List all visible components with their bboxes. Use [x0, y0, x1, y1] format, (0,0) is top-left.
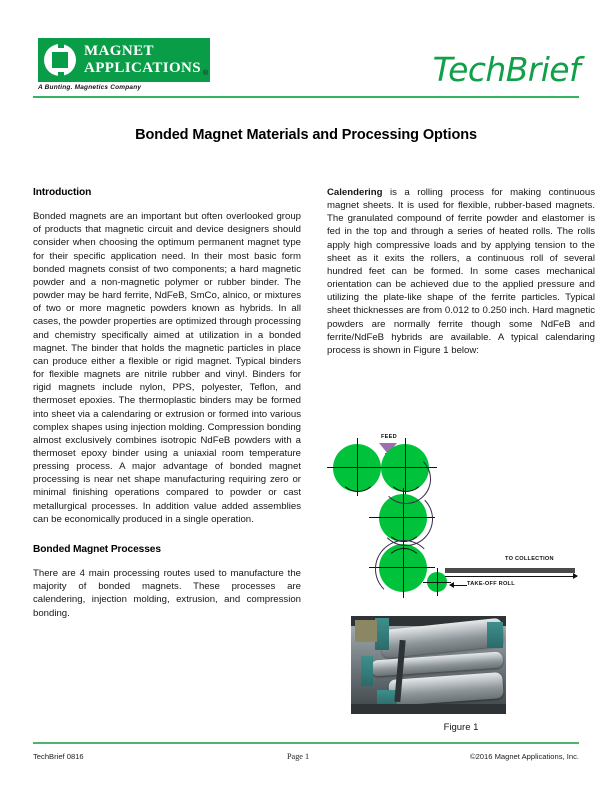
photo-frame-right	[487, 622, 503, 648]
logo-line-1: MAGNET	[84, 43, 154, 59]
paragraph-calendering	[327, 186, 595, 357]
page-header	[0, 0, 612, 104]
footer-copyright: ©2016 Magnet Applications, Inc.	[469, 752, 579, 761]
magnet-circle-icon	[42, 42, 78, 78]
photo-floor	[351, 704, 506, 714]
calendering-process-diagram	[327, 432, 595, 610]
take-off-axis-v	[437, 568, 438, 596]
lead-term-calendering: Calendering	[327, 187, 383, 198]
photo-housing	[355, 620, 377, 642]
footer-divider	[33, 742, 579, 744]
company-tagline: A Bunting. Magnetics Company	[38, 84, 142, 91]
roll-arc-1	[340, 460, 376, 492]
page-title: Bonded Magnet Materials and Processing Options	[135, 127, 477, 143]
collection-belt-line	[445, 576, 577, 577]
diagram-label-feed: FEED	[381, 434, 397, 440]
figure-caption: Figure 1	[443, 722, 479, 733]
photo-frame-left-mid	[361, 656, 373, 686]
techbrief-wordmark: TechBrief	[432, 50, 580, 89]
diagram-label-to-collection: TO COLLECTION	[505, 556, 554, 562]
company-logo	[38, 38, 210, 82]
sheet-path-3	[375, 540, 433, 598]
footer-page-number: Page 1	[287, 752, 310, 761]
heading-introduction: Introduction	[33, 187, 92, 198]
figure-1	[327, 432, 595, 732]
calendering-machine-photo	[351, 616, 506, 714]
paragraph-calendering-body: is a rolling process for making continuous magnet sheets. It is used for flexible, rubber-based magnets. The granulated compound of ferrite powder and elastomer is fed in the top and through a series of heated rolls. The rolls apply high compressive loads and by applying tension to the sheet as it exits the rollers, a continuous roll of several hundred feet can be formed. In some cases mechanical orientation can be achieved due to the applied pressure and utilizing the plate-like shape of the ferrite particles. Typical sheet thicknesses are from 0.012 to 0.250 inch. Hard magnetic powders are normally ferrite though some NdFeB and ferrite/NdFeB hybrids are available. A typical calendaring process is shown in Figure 1 below:	[327, 187, 595, 356]
registered-trademark-symbol: ®	[203, 70, 209, 77]
take-off-leader-line	[453, 585, 467, 586]
page-footer	[33, 752, 579, 766]
header-divider	[33, 96, 579, 98]
footer-document-id: TechBrief 0816	[33, 752, 84, 761]
heading-bonded-magnet-processes: Bonded Magnet Processes	[33, 543, 161, 555]
logo-wordmark	[84, 44, 201, 76]
paragraph-processes: There are 4 main processing routes used to manufacture the majority of bonded magnets. These processes are calendering, injection molding, extrusion, and compression bonding.	[33, 568, 301, 619]
collection-arrow-icon	[573, 573, 578, 579]
collection-belt	[445, 568, 575, 573]
right-column	[327, 186, 595, 357]
diagram-label-take-off-roll: TAKE-OFF ROLL	[467, 581, 515, 587]
photo-frame-left-top	[375, 618, 389, 650]
logo-line-2: APPLICATIONS	[84, 60, 202, 76]
paragraph-introduction: Bonded magnets are an important but often overlooked group of products that magnetic circuit and device designers should consider when choosing the optimum permanent magnet type for their specific application need. In their most basic form bonded magnets consist of two components; a hard magnetic powder and a non-magnetic polymer or rubber binder. The powder may be hard ferrite, NdFeB, SmCo, alnico, or mixtures of two or more magnetic powders known as hybrids. In all cases, the powder properties are optimized through processing and chemistry specifically aimed at utilization in a bonded magnet. The binder that holds the magnetic particles in place can produce either a flexible or rigid magnet. Typical binders for flexible magnets are nitrile rubber and vinyl. Binders for rigid magnets include nylon, PPS, polyester, Teflon, and thermoset epoxies. The thermoplastic binders may be formed into sheet via a calendaring or extrusion or formed into various complex shapes using injection molding. Compression bonding almost exclusively combines isotropic NdFeB powders with a thermoset epoxy binder using a uniaxial room temperature pressing process. A major advantage of bonded magnet processing is near net shape manufacturing requiring zero or minimal finishing operations compared to powder or cast metallurgical processes. In addition value added assemblies can be economically produced in a single operation.	[33, 211, 301, 525]
sheet-path-2	[379, 492, 433, 546]
left-column	[33, 186, 301, 620]
